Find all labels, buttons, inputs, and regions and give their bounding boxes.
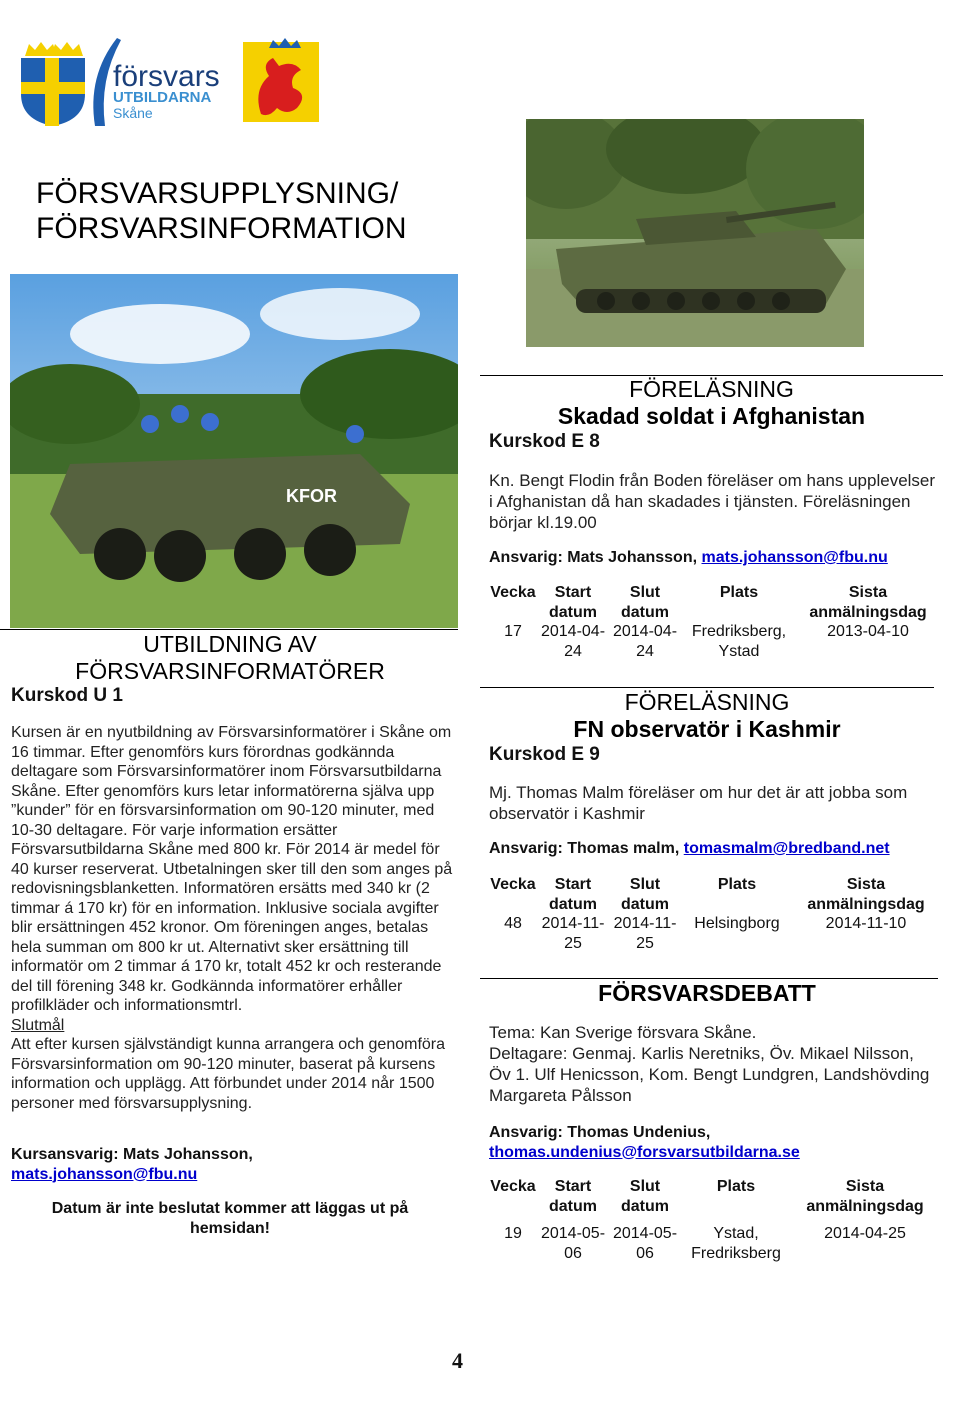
- training-paragraph: Kursen är en nyutbildning av Försvarsinformatörer i Skåne om 16 timmar. Efter genomförs kurs förordnas godkännda deltagare som Försvarsinformatörer inom Försvarsutbildarna Skåne. Efter genomförs kurs letar informatörerna själva upp ”kunder” för en försvarsinformation om 90-120 minuter, med 10-30 deltagare. För varje information ersätter Försvarsutbildarna Skåne med 800 kr. För 2014 är medel för 40 kurser reserverat. Utbetalningen sker till den som anges på redovisningsblanketten. Informatören ersätts med 340 kr (2 timmar á 170 kr) för en information. Inklusive sociala avgifter blir ersättningen 452 kronor. Om föreningen anges, betalas hela summan om 800 kr ut. Alternativt sker ersättning till informatör om 2 timmar á 170 kr, totalt 452 kr och resterande del till förening 348 kr. Godkännda informatörer erhåller profilkläder och informationsmtrl.: [11, 724, 453, 1014]
- cell-end: 2014-11-25: [613, 915, 677, 952]
- training-heading: [0, 631, 460, 685]
- lecture1-heading: [480, 376, 943, 430]
- lecture2-kicker: FÖRELÄSNING: [624, 689, 790, 715]
- col-start-header: Start datum: [549, 1178, 597, 1215]
- col-start-header: Start datum: [549, 584, 597, 621]
- cell-deadline: 2014-04-25: [824, 1225, 906, 1242]
- col-week-header: Vecka: [490, 876, 536, 893]
- lecture2-description: Mj. Thomas Malm föreläser om hur det är att jobba som observatör i Kashmir: [489, 783, 908, 823]
- logo-region-text: Skåne: [113, 105, 153, 121]
- left-section-divider: [0, 629, 458, 630]
- table-row: [489, 914, 939, 953]
- lecture2-schedule-table: [489, 875, 939, 953]
- col-end-header: Slut datum: [621, 1178, 669, 1215]
- table-header-row: [489, 1177, 939, 1216]
- table-header-row: [489, 583, 939, 622]
- table-header-row: [489, 875, 939, 914]
- table-row: [489, 622, 939, 661]
- goal-text: Att efter kursen självständigt kunna arrangera och genomföra Försvarsinformation om 90-120 minuter, baserat på kursens information och upplägg. Att förbundet under 2014 når 1500 personer med försvarsupplysning.: [11, 1036, 446, 1112]
- cell-start: 2014-05-06: [540, 1225, 606, 1262]
- logo-graphic: [17, 36, 319, 128]
- lecture1-responsible: [489, 548, 939, 568]
- kfor-vehicle-photo: [10, 274, 458, 628]
- col-place-header: Plats: [716, 1178, 756, 1195]
- date-note: Datum är inte beslutat kommer att läggas ut på hemsidan!: [51, 1200, 409, 1237]
- debate-divider: [480, 978, 938, 979]
- lecture2-divider: [480, 687, 934, 688]
- course-responsible-label: Kursansvarig: Mats Johansson,: [11, 1146, 253, 1163]
- col-deadline-header: Sista anmälningsdag: [807, 876, 925, 913]
- cell-place: Fredriksberg, Ystad: [691, 623, 787, 660]
- lecture2-heading: [480, 689, 934, 743]
- cell-end: 2014-04-24: [612, 623, 678, 660]
- lecture1-kicker: FÖRELÄSNING: [629, 376, 794, 402]
- course-code-e8: Kurskod E 8: [489, 431, 600, 452]
- col-start-header: Start datum: [549, 876, 597, 913]
- col-week-header: Vecka: [490, 1178, 536, 1195]
- lecture2-title: FN observatör i Kashmir: [573, 716, 841, 742]
- col-week-header: Vecka: [490, 584, 536, 601]
- training-heading-line1: UTBILDNING AV: [143, 631, 317, 657]
- lecture1-title: Skadad soldat i Afghanistan: [557, 403, 866, 429]
- cell-start: 2014-04-24: [540, 623, 606, 660]
- col-end-header: Slut datum: [621, 876, 669, 913]
- svg-text:KFOR: KFOR: [286, 486, 337, 506]
- lecture1-schedule-table: [489, 583, 939, 661]
- goal-label: Slutmål: [11, 1016, 65, 1034]
- page-number: 4: [452, 1348, 463, 1373]
- table-row: [489, 1216, 939, 1263]
- cell-deadline: 2013-04-10: [827, 623, 909, 640]
- lecture1-responsible-label: Ansvarig: Mats Johansson,: [489, 549, 698, 566]
- lecture2-responsible: [489, 839, 939, 859]
- cv90-vehicle-photo: [526, 119, 864, 347]
- lecture2-responsible-email-link[interactable]: tomasmalm@bredband.net: [683, 840, 890, 857]
- logo-sub-text: UTBILDARNA: [113, 89, 212, 106]
- lecture1-description: Kn. Bengt Flodin från Boden föreläser om hans upplevelser i Afghanistan då han skadades i tjänsten. Föreläsningen börjar kl.19.00: [489, 471, 936, 532]
- page-title: [36, 176, 407, 246]
- debate-title: FÖRSVARSDEBATT: [598, 980, 816, 1006]
- training-heading-line2: FÖRSVARSINFORMATÖRER: [75, 658, 385, 684]
- cell-place: Ystad, Fredriksberg: [691, 1225, 781, 1262]
- debate-description: [489, 1022, 934, 1106]
- cell-week: 19: [504, 1225, 522, 1242]
- page-title-line2: FÖRSVARSINFORMATION: [36, 212, 407, 245]
- course-code-e9: Kurskod E 9: [489, 744, 600, 765]
- organization-logo: [17, 36, 319, 128]
- course-responsible: [11, 1145, 453, 1184]
- debate-schedule-table: [489, 1177, 939, 1263]
- debate-responsible-label: Ansvarig: Thomas Undenius,: [489, 1124, 711, 1141]
- cell-end: 2014-05-06: [612, 1225, 678, 1262]
- page-title-line1: FÖRSVARSUPPLYSNING/: [36, 177, 399, 210]
- debate-responsible-email-link[interactable]: thomas.undenius@forsvarsutbildarna.se: [489, 1143, 800, 1161]
- course-code-u1: Kurskod U 1: [11, 685, 123, 706]
- cell-deadline: 2014-11-10: [825, 915, 907, 932]
- col-deadline-header: Sista anmälningsdag: [809, 584, 927, 621]
- logo-main-text: försvars: [113, 60, 220, 93]
- cell-week: 48: [504, 915, 522, 932]
- lecture1-responsible-email-link[interactable]: mats.johansson@fbu.nu: [701, 549, 888, 566]
- col-place-header: Plats: [719, 584, 759, 601]
- col-end-header: Slut datum: [621, 584, 669, 621]
- cell-place: Helsingborg: [694, 915, 780, 932]
- debate-theme: Tema: Kan Sverige försvara Skåne.: [489, 1023, 757, 1042]
- debate-participants: Deltagare: Genmaj. Karlis Neretniks, Öv. Mikael Nilsson, Öv 1. Ulf Henicsson, Kom. Bengt Lundgren, Landshövding Margareta Pålsson: [489, 1044, 930, 1105]
- col-place-header: Plats: [717, 876, 757, 893]
- cell-week: 17: [504, 623, 522, 640]
- course-responsible-email-link[interactable]: mats.johansson@fbu.nu: [11, 1165, 198, 1183]
- col-deadline-header: Sista anmälningsdag: [806, 1178, 924, 1215]
- debate-responsible: [489, 1123, 939, 1162]
- lecture2-responsible-label: Ansvarig: Thomas malm,: [489, 840, 680, 857]
- cell-start: 2014-11-25: [541, 915, 605, 952]
- training-description: [11, 723, 453, 1113]
